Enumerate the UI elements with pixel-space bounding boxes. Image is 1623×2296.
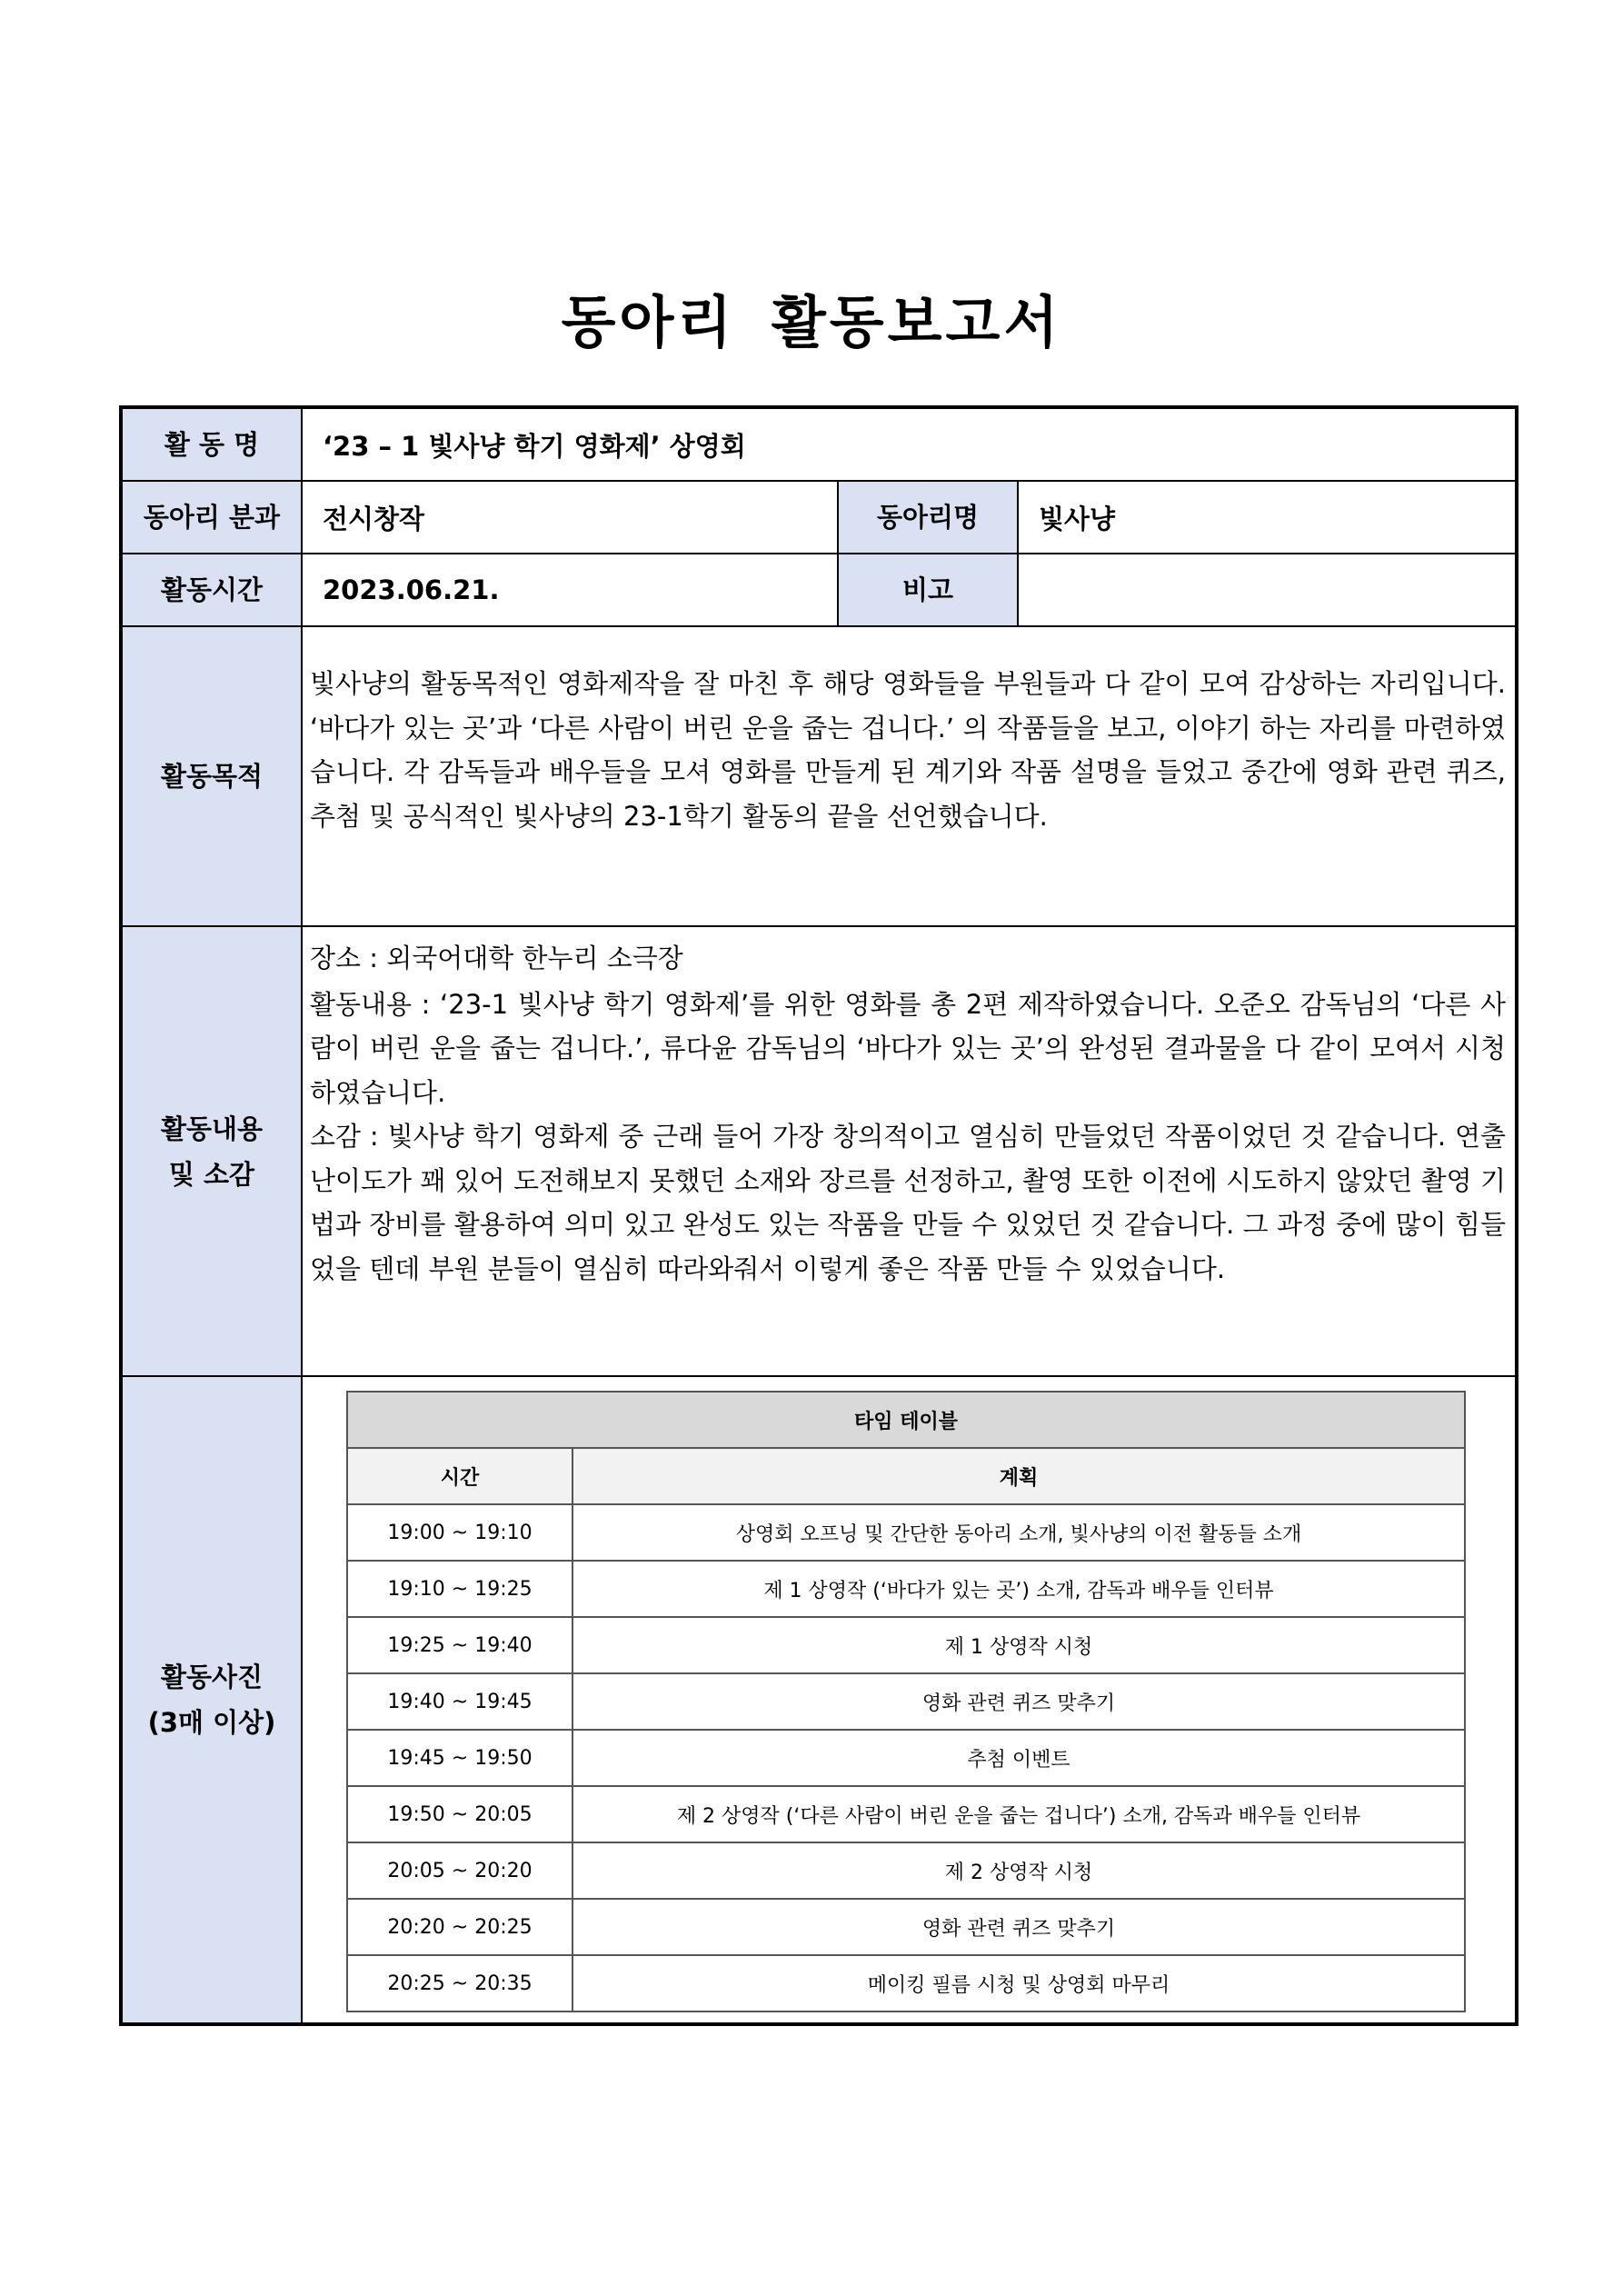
- timetable-time: 19:45 ~ 19:50: [347, 1730, 573, 1786]
- timetable-plan: 제 1 상영작 시청: [573, 1617, 1465, 1673]
- timetable-header-time: 시간: [347, 1448, 573, 1504]
- timetable-plan: 제 1 상영작 (‘바다가 있는 곳’) 소개, 감독과 배우들 인터뷰: [573, 1561, 1465, 1617]
- timetable-row: [347, 1730, 1465, 1786]
- timetable-plan: 추첨 이벤트: [573, 1730, 1465, 1786]
- timetable-row: [347, 1899, 1465, 1955]
- photos-label-line2: (3매 이상): [147, 1707, 276, 1738]
- timetable-time: 20:20 ~ 20:25: [347, 1899, 573, 1955]
- timetable-plan: 영화 관련 퀴즈 맞추기: [573, 1899, 1465, 1955]
- timetable-header-plan: 계획: [573, 1448, 1465, 1504]
- timetable-row: [347, 1561, 1465, 1617]
- timetable-plan: 제 2 상영작 시청: [573, 1842, 1465, 1899]
- timetable-plan: 상영회 오프닝 및 간단한 동아리 소개, 빛사냥의 이전 활동들 소개: [573, 1504, 1465, 1561]
- report-table: [119, 405, 1518, 2026]
- content-text: [303, 927, 1515, 1377]
- impression-paragraph: 소감 : 빛사냥 학기 영화제 중 근래 들어 가장 창의적이고 열심히 만들었던 작품이었던 것 같습니다. 연출 난이도가 꽤 있어 도전해보지 못했던 소재와 장르를 선정하고, 촬영 또한 이전에 시도하지 않았던 촬영 기법과 장비를 활용하여 의미 있고 완성도 있는 작품을 만들 수 있었던 것 같습니다. 그 과정 중에 많이 힘들었을 텐데 부원 분들이 열심히 따라와줘서 이렇게 좋은 작품 만들 수 있었습니다.: [310, 1121, 1506, 1284]
- purpose-text: [303, 627, 1515, 927]
- timetable-time: 19:40 ~ 19:45: [347, 1673, 573, 1730]
- timetable-title: 타임 테이블: [347, 1392, 1465, 1448]
- report-title: 동아리 활동보고서: [561, 289, 1062, 355]
- time-value: 2023.06.21.: [303, 554, 839, 627]
- activity-name-label: 활 동 명: [123, 409, 303, 482]
- content-label-line2: 및 소감: [168, 1158, 255, 1190]
- timetable-row: [347, 1955, 1465, 2011]
- category-value: 전시창작: [303, 482, 839, 554]
- timetable-time: 20:05 ~ 20:20: [347, 1842, 573, 1899]
- activity-name-value: ‘23 – 1 빛사냥 학기 영화제’ 상영회: [303, 409, 1515, 482]
- time-label: 활동시간: [123, 554, 303, 627]
- purpose-paragraph: 빛사냥의 활동목적인 영화제작을 잘 마친 후 해당 영화들을 부원들과 다 같이 모여 감상하는 자리입니다. ‘바다가 있는 곳’과 ‘다른 사람이 버린 운을 줍는 겁니다.’ 의 작품들을 보고, 이야기 하는 자리를 마련하였습니다. 각 감독들과 배우들을 모셔 영화를 만들게 된 계기와 작품 설명을 들었고 중간에 영화 관련 퀴즈, 추첨 및 공식적인 빛사냥의 23-1학기 활동의 끝을 선언했습니다.: [310, 668, 1506, 832]
- timetable: [346, 1391, 1466, 2012]
- club-name-value: 빛사냥: [1019, 482, 1515, 554]
- timetable-row: [347, 1842, 1465, 1899]
- timetable-time: 20:25 ~ 20:35: [347, 1955, 573, 2011]
- photos-area: [303, 1377, 1515, 2022]
- category-label: 동아리 분과: [123, 482, 303, 554]
- timetable-row: [347, 1617, 1465, 1673]
- timetable-plan: 메이킹 필름 시청 및 상영회 마무리: [573, 1955, 1465, 2011]
- photos-label: [123, 1377, 303, 2022]
- timetable-row: [347, 1504, 1465, 1561]
- timetable-time: 19:50 ~ 20:05: [347, 1786, 573, 1842]
- note-label: 비고: [839, 554, 1019, 627]
- timetable-row: [347, 1673, 1465, 1730]
- content-label: [123, 927, 303, 1377]
- timetable-plan: 영화 관련 퀴즈 맞추기: [573, 1673, 1465, 1730]
- timetable-time: 19:10 ~ 19:25: [347, 1561, 573, 1617]
- timetable-plan: 제 2 상영작 (‘다른 사람이 버린 운을 줍는 겁니다’) 소개, 감독과 배우들 인터뷰: [573, 1786, 1465, 1842]
- content-label-line1: 활동내용: [160, 1113, 264, 1144]
- photos-label-line1: 활동사진: [160, 1662, 264, 1692]
- activity-paragraph: 활동내용 : ‘23-1 빛사냥 학기 영화제’를 위한 영화를 총 2편 제작하였습니다. 오준오 감독님의 ‘다른 사람이 버린 운을 줍는 겁니다.’, 류다윤 감독님의 ‘바다가 있는 곳’의 완성된 결과물을 다 같이 모여서 시청하였습니다.: [310, 988, 1506, 1108]
- place-line: 장소 : 외국어대학 한누리 소극장: [310, 943, 683, 973]
- timetable-row: [347, 1786, 1465, 1842]
- club-name-label: 동아리명: [839, 482, 1019, 554]
- purpose-label: 활동목적: [123, 627, 303, 927]
- timetable-time: 19:00 ~ 19:10: [347, 1504, 573, 1561]
- timetable-time: 19:25 ~ 19:40: [347, 1617, 573, 1673]
- note-value: [1019, 554, 1515, 627]
